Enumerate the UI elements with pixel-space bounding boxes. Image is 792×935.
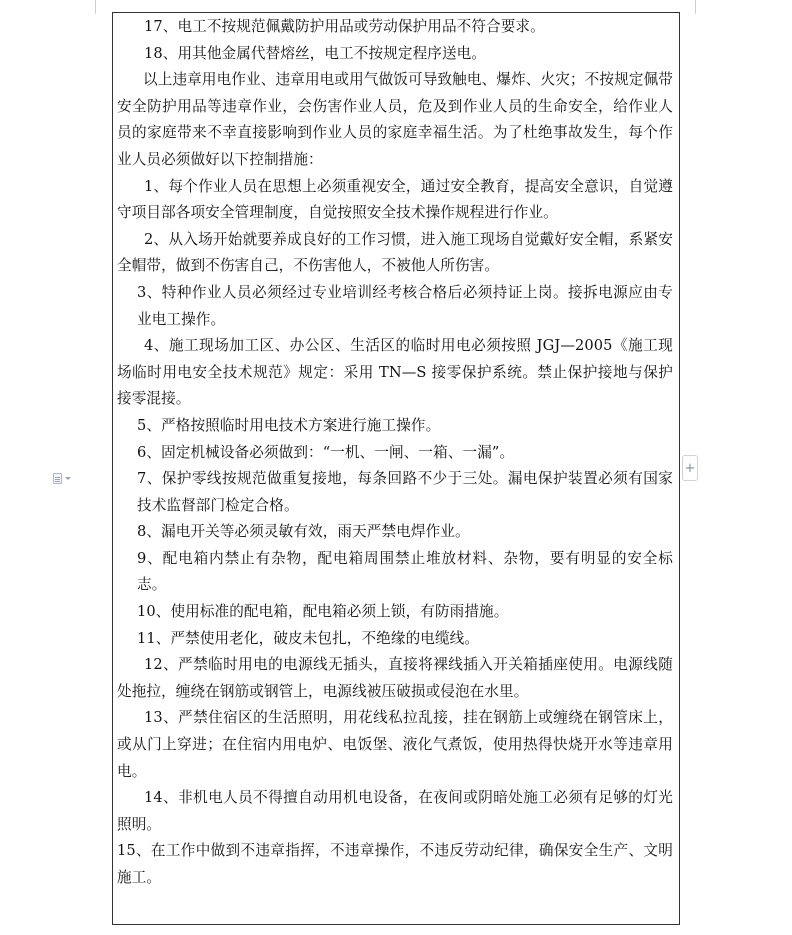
measure-12: 12、严禁临时用电的电源线无插头，直接将裸线插入开关箱插座使用。电源线随处拖拉，缠绕在钢筋或钢管上，电源线被压破损或侵泡在水里。 bbox=[117, 656, 673, 700]
caret-down-icon bbox=[65, 477, 71, 480]
document-body bbox=[117, 14, 673, 891]
paragraph-17: 17、电工不按规范佩戴防护用品或劳动保护用品不符合要求。 bbox=[144, 18, 545, 35]
add-button[interactable]: + bbox=[682, 455, 698, 481]
measure-14: 14、非机电人员不得擅自动用机电设备，在夜间或阴暗处施工必须有足够的灯光照明。 bbox=[117, 789, 673, 833]
measure-9: 9、配电箱内禁止有杂物，配电箱周围禁止堆放材料、杂物，要有明显的安全标志。 bbox=[137, 549, 673, 594]
measure-8: 8、漏电开关等必须灵敏有效，雨天严禁电焊作业。 bbox=[137, 523, 470, 541]
measure-5: 5、严格按照临时用电技术方案进行施工操作。 bbox=[137, 416, 441, 434]
measure-11: 11、严禁使用老化，破皮未包扎，不绝缘的电缆线。 bbox=[137, 629, 480, 647]
measure-10: 10、使用标准的配电箱，配电箱必须上锁，有防雨措施。 bbox=[137, 603, 509, 621]
measure-6: 6、固定机械设备必须做到：“一机、一闸、一箱、一漏”。 bbox=[137, 443, 515, 461]
measure-4: 4、施工现场加工区、办公区、生活区的临时用电必须按照 JGJ—2005《施工现场临时用电安全技术规范》规定：采用 TN—S 接零保护系统。禁止保护接地与保护接零混接。 bbox=[117, 337, 673, 408]
page-edge-right bbox=[695, 0, 696, 14]
measure-1: 1、每个作业人员在思想上必须重视安全，通过安全教育，提高安全意识，自觉遵守项目部各项安全管理制度，自觉按照安全技术操作规程进行作业。 bbox=[117, 177, 673, 222]
measure-7: 7、保护零线按规范做重复接地，每条回路不少于三处。漏电保护装置必须有国家技术监督部门检定合格。 bbox=[137, 470, 673, 514]
document-options-icon[interactable] bbox=[53, 470, 79, 486]
measure-3: 3、特种作业人员必须经过专业培训经考核合格后必须持证上岗。接拆电源应由专业电工操作。 bbox=[137, 283, 673, 328]
measure-13: 13、严禁住宿区的生活照明，用花线私拉乱接，挂在钢筋上或缠绕在钢管床上，或从门上穿进；在住宿内用电炉、电饭堡、液化气煮饭，使用热得快烧开水等违章用电。 bbox=[117, 709, 673, 780]
measure-2: 2、从入场开始就要养成良好的工作习惯，进入施工现场自觉戴好安全帽，系紧安全帽带，做到不伤害自己，不伤害他人，不被他人所伤害。 bbox=[117, 230, 673, 275]
paragraph-18: 18、用其他金属代替熔丝，电工不按规定程序送电。 bbox=[144, 44, 487, 62]
measure-15: 15、在工作中做到不违章指挥，不违章操作，不违反劳动纪律，确保安全生产、文明施工。 bbox=[117, 842, 673, 886]
page-edge-left bbox=[95, 0, 96, 14]
document-icon bbox=[53, 473, 62, 484]
paragraph-summary: 以上违章用电作业、违章用电或用气做饭可导致触电、爆炸、火灾；不按规定佩带安全防护用品等违章作业，会伤害作业人员，危及到作业人员的生命安全，给作业人员的家庭带来不幸直接影响到作业人员的家庭幸福生活。为了杜绝事故发生，每个作业人员必须做好以下控制措施： bbox=[117, 71, 673, 168]
